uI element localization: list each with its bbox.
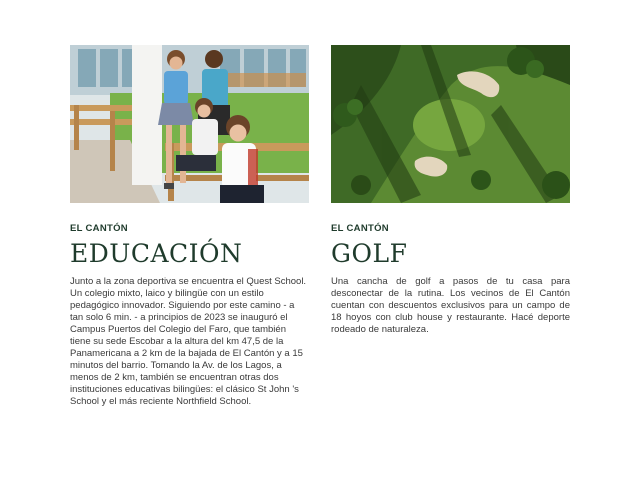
section-title: GOLF bbox=[331, 239, 408, 268]
section-body: Una cancha de golf a pasos de tu casa para desconectar de la rutina. Los vecinos de El Cantón cuentan con descuentos exclusivos para un campo de 18 hoyos con club house y restaurante. Hacé deporte rodeado de naturaleza. bbox=[331, 276, 570, 335]
students-photo bbox=[70, 45, 309, 203]
section-body: Junto a la zona deportiva se encuentra el Quest School. Un colegio mixto, laico y bilingüe con un estilo pedagógico innovador. Siguiendo por este camino - a tan solo 6 min. - a principios de 2023 se inauguró el Campus Puertos del Colegio del Faro, que también tiene su sede Escobar a la altura del km 47,5 de la Panamericana a 2 km de la bajada de El Cantón y a 15 minutos del barrio. Tomando la Av. de los Lagos, a menos de 2 km, también se encuentran otras dos instituciones educativas bilingües: el clásico St John 's School y el más reciente Northfield School. bbox=[70, 276, 307, 407]
golf-course-photo bbox=[331, 45, 570, 203]
section-kicker: EL CANTÓN bbox=[331, 223, 389, 234]
golf-section bbox=[331, 45, 570, 336]
section-kicker: EL CANTÓN bbox=[70, 223, 128, 234]
section-title: EDUCACIÓN bbox=[70, 239, 243, 268]
education-section bbox=[70, 45, 309, 408]
